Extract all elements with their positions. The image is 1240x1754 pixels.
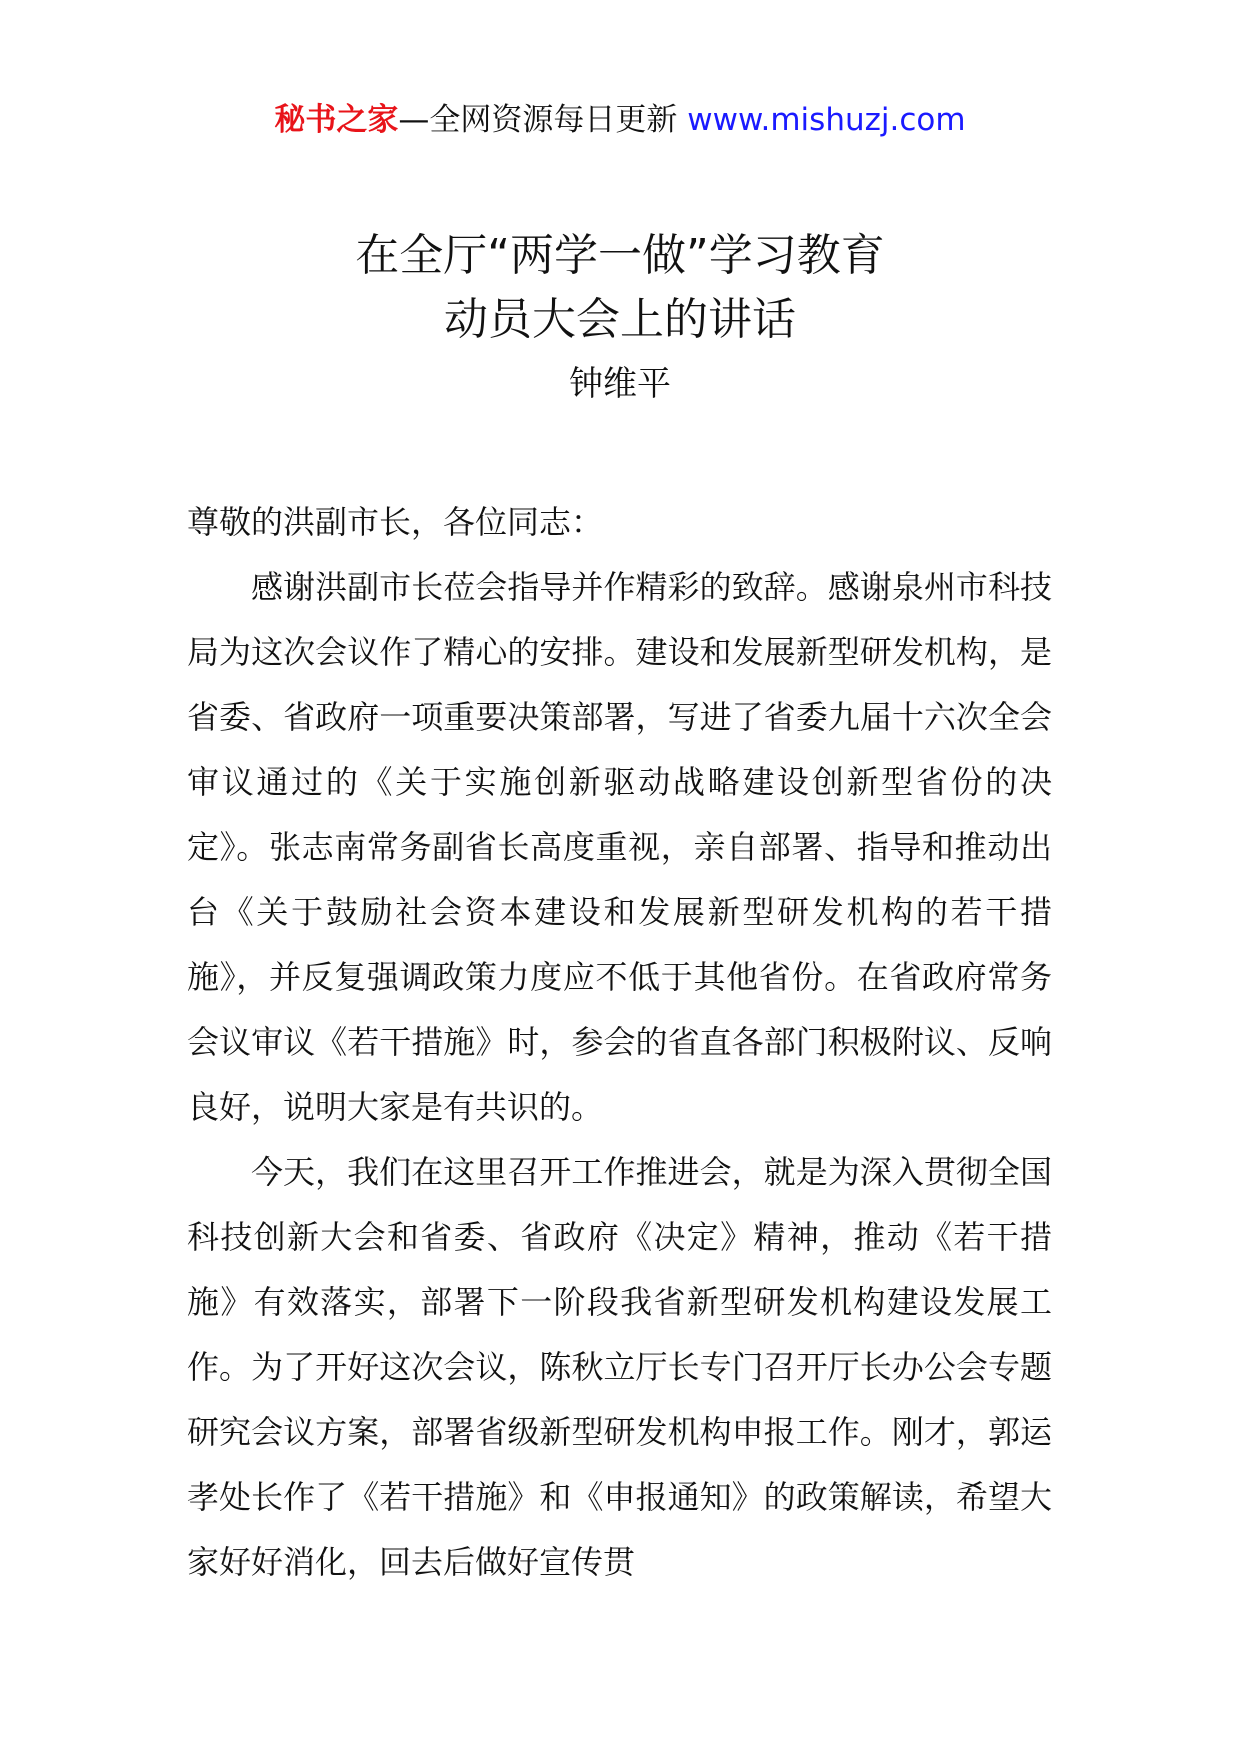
body-paragraph-2: 今天，我们在这里召开工作推进会，就是为深入贯彻全国科技创新大会和省委、省政府《决定》精神，推动《若干措施》有效落实，部署下一阶段我省新型研发机构建设发展工作。为了开好这次会议，陈秋立厅长专门召开厅长办公会专题研究会议方案，部署省级新型研发机构申报工作。刚才，郭运孝处长作了《若干措施》和《申报通知》的政策解读，希望大家好好消化，回去后做好宣传贯 [187, 1153, 1052, 1581]
document-body [187, 490, 1052, 1595]
title-line-1: 在全厅“两学一做”学习教育 [355, 230, 885, 281]
salutation: 尊敬的洪副市长，各位同志： [187, 503, 604, 541]
document-title [0, 224, 1240, 352]
brand-name: 秘书之家 [274, 102, 399, 138]
title-line-2: 动员大会上的讲话 [444, 294, 796, 345]
header-tagline: —全网资源每日更新 [398, 102, 688, 138]
site-url-link[interactable]: www.mishuzj.com [687, 102, 966, 138]
body-paragraph-1: 感谢洪副市长莅会指导并作精彩的致辞。感谢泉州市科技局为这次会议作了精心的安排。建设和发展新型研发机构，是省委、省政府一项重要决策部署，写进了省委九届十六次全会审议通过的《关于实施创新驱动战略建设创新型省份的决定》。张志南常务副省长高度重视，亲自部署、指导和推动出台《关于鼓励社会资本建设和发展新型研发机构的若干措施》，并反复强调政策力度应不低于其他省份。在省政府常务会议审议《若干措施》时，参会的省直各部门积极附议、反响良好，说明大家是有共识的。 [187, 568, 1052, 1126]
document-author: 钟维平 [569, 364, 671, 404]
site-header [0, 100, 1240, 140]
